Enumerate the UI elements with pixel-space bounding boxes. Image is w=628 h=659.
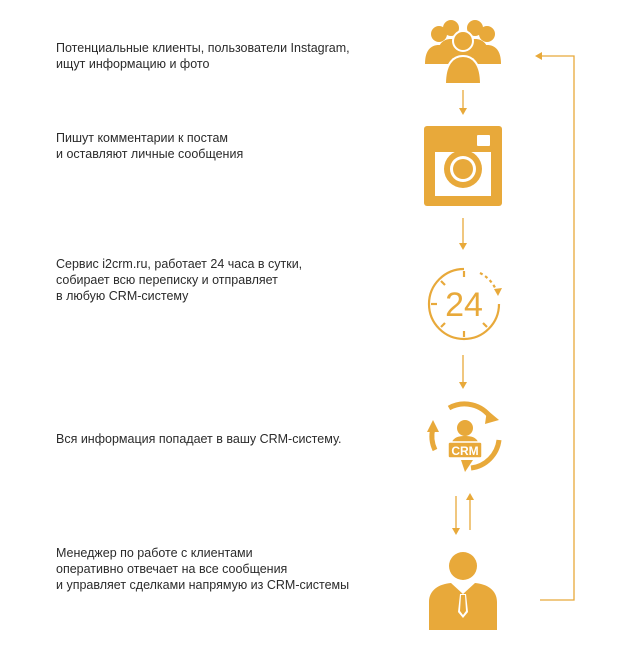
crm-cycle-icon	[421, 398, 509, 476]
instagram-icon	[424, 126, 502, 206]
step-1-text: Потенциальные клиенты, пользователи Instagram, ищут информацию и фото	[56, 41, 350, 71]
step-2-text: Пишут комментарии к постам и оставляют личные сообщения	[56, 131, 244, 161]
step-4-text: Вся информация попадает в вашу CRM-систему.	[56, 432, 342, 446]
clock-24-label: 24	[445, 286, 483, 324]
users-group-icon	[425, 14, 501, 86]
manager-icon	[429, 550, 497, 630]
step-5-text: Менеджер по работе с клиентами оперативно отвечает на все сообщения и управляет сделками напрямую из CRM-системы	[56, 546, 350, 592]
feedback-loop-line	[540, 56, 574, 600]
step-3-text: Сервис i2crm.ru, работает 24 часа в сутки, собирает всю переписку и отправляет в любую CRM-систему	[56, 257, 303, 303]
clock-24-icon	[424, 264, 504, 344]
crm-label: CRM	[451, 444, 479, 458]
